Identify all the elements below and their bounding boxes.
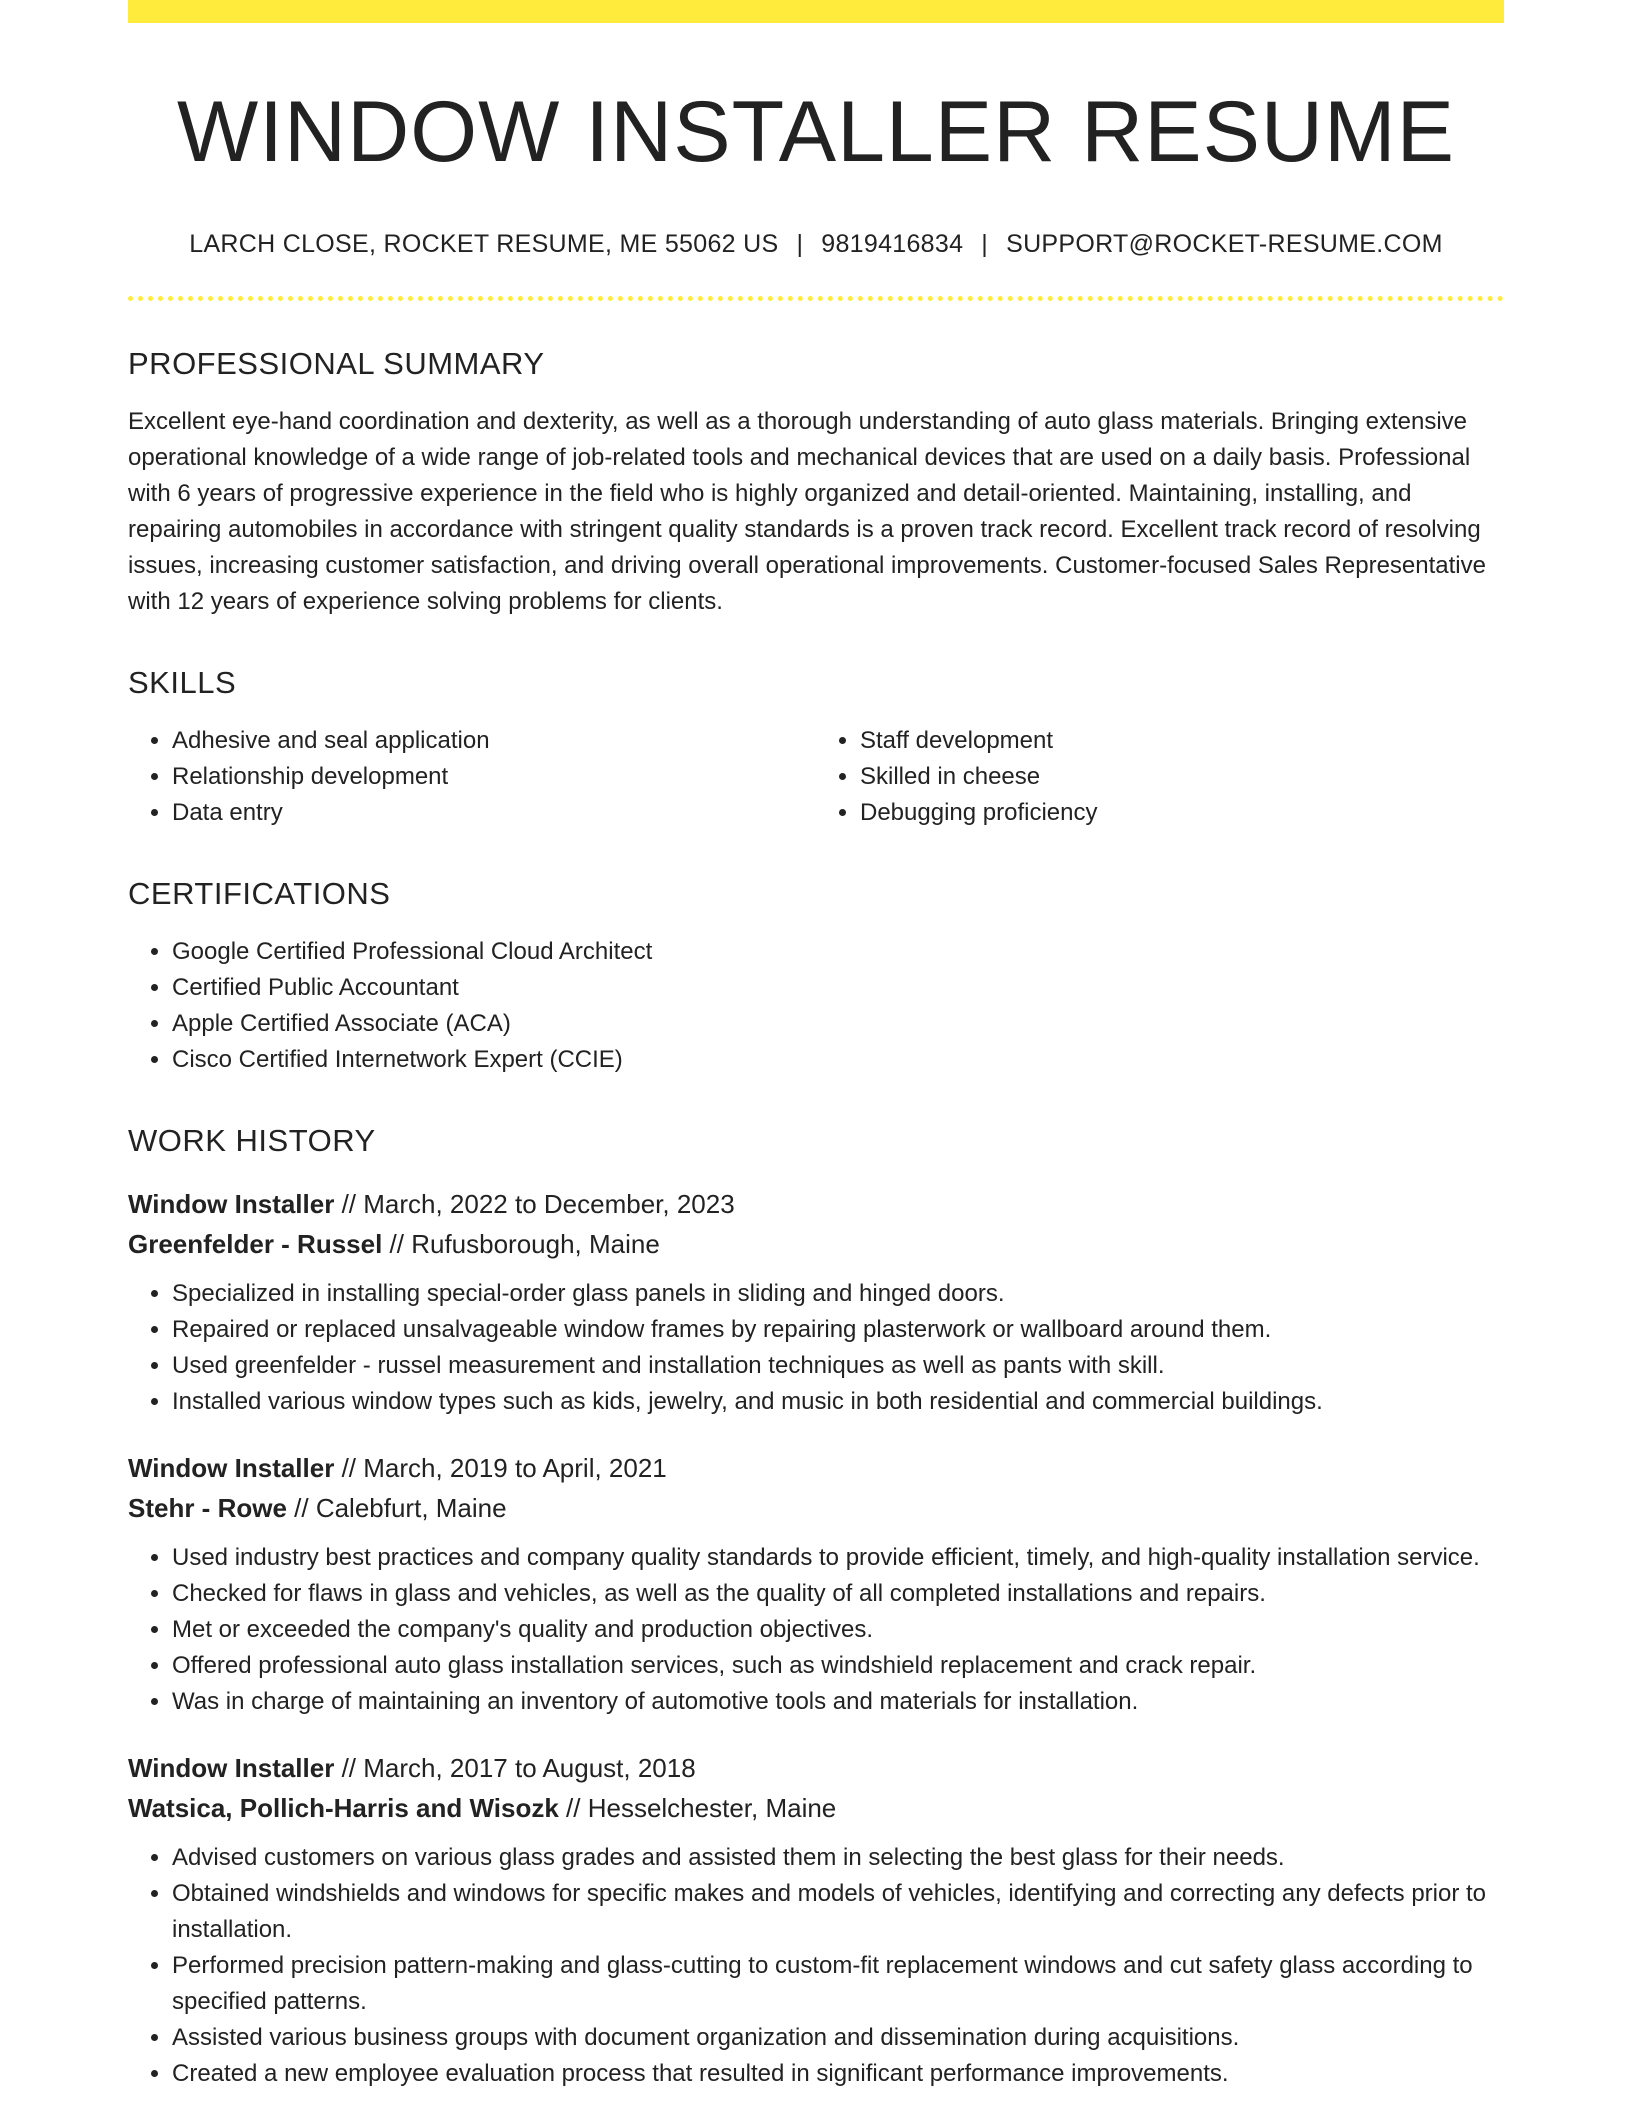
accent-bar <box>128 0 1504 23</box>
job-bullet: • Assisted various business groups with document organization and dissemination during acquisitions. <box>172 2020 1504 2056</box>
contact-line <box>128 230 1504 259</box>
certifications-list <box>128 934 1504 1078</box>
skills-column-left <box>128 723 816 831</box>
skill-item: • Skilled in cheese <box>860 759 1504 795</box>
job-title-line <box>128 1748 1504 1788</box>
dotted-divider <box>128 296 1504 301</box>
resume-page <box>128 0 1504 2092</box>
contact-phone: 9819416834 <box>821 229 964 258</box>
skill-item: • Data entry <box>172 795 816 831</box>
job-location: // Hesselchester, Maine <box>558 1792 837 1823</box>
job-company: Stehr - Rowe <box>128 1492 287 1523</box>
job-dates: // March, 2022 to December, 2023 <box>334 1188 735 1219</box>
certification-item: • Cisco Certified Internetwork Expert (CCIE) <box>172 1042 1504 1078</box>
contact-email: SUPPORT@ROCKET-RESUME.COM <box>1006 229 1443 258</box>
certification-item: • Google Certified Professional Cloud Architect <box>172 934 1504 970</box>
job-company-line <box>128 1488 1504 1528</box>
job-company: Greenfelder - Russel <box>128 1228 383 1259</box>
job-dates: // March, 2017 to August, 2018 <box>334 1752 696 1783</box>
skill-item: • Adhesive and seal application <box>172 723 816 759</box>
summary-heading: PROFESSIONAL SUMMARY <box>128 345 545 381</box>
job-company: Watsica, Pollich-Harris and Wisozk <box>128 1792 559 1823</box>
resume-title: WINDOW INSTALLER RESUME <box>176 84 1456 180</box>
job-entry <box>128 1748 1504 2092</box>
job-bullet: • Was in charge of maintaining an inventory of automotive tools and materials for installation. <box>172 1684 1504 1720</box>
job-company-line <box>128 1788 1504 1828</box>
job-bullet: • Met or exceeded the company's quality and production objectives. <box>172 1612 1504 1648</box>
job-bullet: • Used industry best practices and company quality standards to provide efficient, timely, and high-quality installation service. <box>172 1540 1504 1576</box>
job-role: Window Installer <box>128 1452 335 1483</box>
job-role: Window Installer <box>128 1188 335 1219</box>
job-title-line <box>128 1184 1504 1224</box>
work-history-heading: WORK HISTORY <box>128 1123 376 1159</box>
job-bullet: • Performed precision pattern-making and glass-cutting to custom-fit replacement windows and cut safety glass according to specified patterns. <box>172 1948 1504 2020</box>
contact-address: LARCH CLOSE, ROCKET RESUME, ME 55062 US <box>189 229 779 258</box>
job-company-line <box>128 1224 1504 1264</box>
job-bullet: • Checked for flaws in glass and vehicles, as well as the quality of all completed installations and repairs. <box>172 1576 1504 1612</box>
contact-separator: | <box>796 229 804 258</box>
job-bullets <box>128 1540 1504 1720</box>
skills-list <box>128 723 1504 831</box>
job-title-line <box>128 1448 1504 1488</box>
job-entry <box>128 1448 1504 1720</box>
job-bullets <box>128 1840 1504 2092</box>
skills-heading: SKILLS <box>128 665 237 701</box>
job-bullet: • Used greenfelder - russel measurement and installation techniques as well as pants with skill. <box>172 1348 1504 1384</box>
job-bullet: • Repaired or replaced unsalvageable window frames by repairing plasterwork or wallboard around them. <box>172 1312 1504 1348</box>
skill-item: • Staff development <box>860 723 1504 759</box>
summary-text: Excellent eye-hand coordination and dexterity, as well as a thorough understanding of auto glass materials. Bringing extensive operational knowledge of a wide range of job-related tools and mechanical devices that are used on a daily basis. Professional with 6 years of progressive experience in the field who is highly organized and detail-oriented. Maintaining, installing, and repairing automobiles in accordance with stringent quality standards is a proven track record. Excellent track record of resolving issues, increasing customer satisfaction, and driving overall operational improvements. Customer-focused Sales Representative with 12 years of experience solving problems for clients. <box>128 408 1486 616</box>
job-location: // Rufusborough, Maine <box>382 1228 660 1259</box>
skill-item: • Relationship development <box>172 759 816 795</box>
job-bullet: • Advised customers on various glass grades and assisted them in selecting the best glass for their needs. <box>172 1840 1504 1876</box>
job-location: // Calebfurt, Maine <box>286 1492 507 1523</box>
job-dates: // March, 2019 to April, 2021 <box>334 1452 667 1483</box>
job-bullet: • Offered professional auto glass installation services, such as windshield replacement and crack repair. <box>172 1648 1504 1684</box>
job-bullets <box>128 1276 1504 1420</box>
skills-column-right <box>816 723 1504 831</box>
contact-separator: | <box>981 229 989 258</box>
job-entry <box>128 1184 1504 1420</box>
job-role: Window Installer <box>128 1752 335 1783</box>
certification-item: • Certified Public Accountant <box>172 970 1504 1006</box>
certification-item: • Apple Certified Associate (ACA) <box>172 1006 1504 1042</box>
certifications-heading: CERTIFICATIONS <box>128 876 391 912</box>
job-bullet: • Installed various window types such as kids, jewelry, and music in both residential and commercial buildings. <box>172 1384 1504 1420</box>
job-bullet: • Created a new employee evaluation process that resulted in significant performance improvements. <box>172 2056 1504 2092</box>
skill-item: • Debugging proficiency <box>860 795 1504 831</box>
job-bullet: • Obtained windshields and windows for specific makes and models of vehicles, identifying and correcting any defects prior to installation. <box>172 1876 1504 1948</box>
job-bullet: • Specialized in installing special-order glass panels in sliding and hinged doors. <box>172 1276 1504 1312</box>
